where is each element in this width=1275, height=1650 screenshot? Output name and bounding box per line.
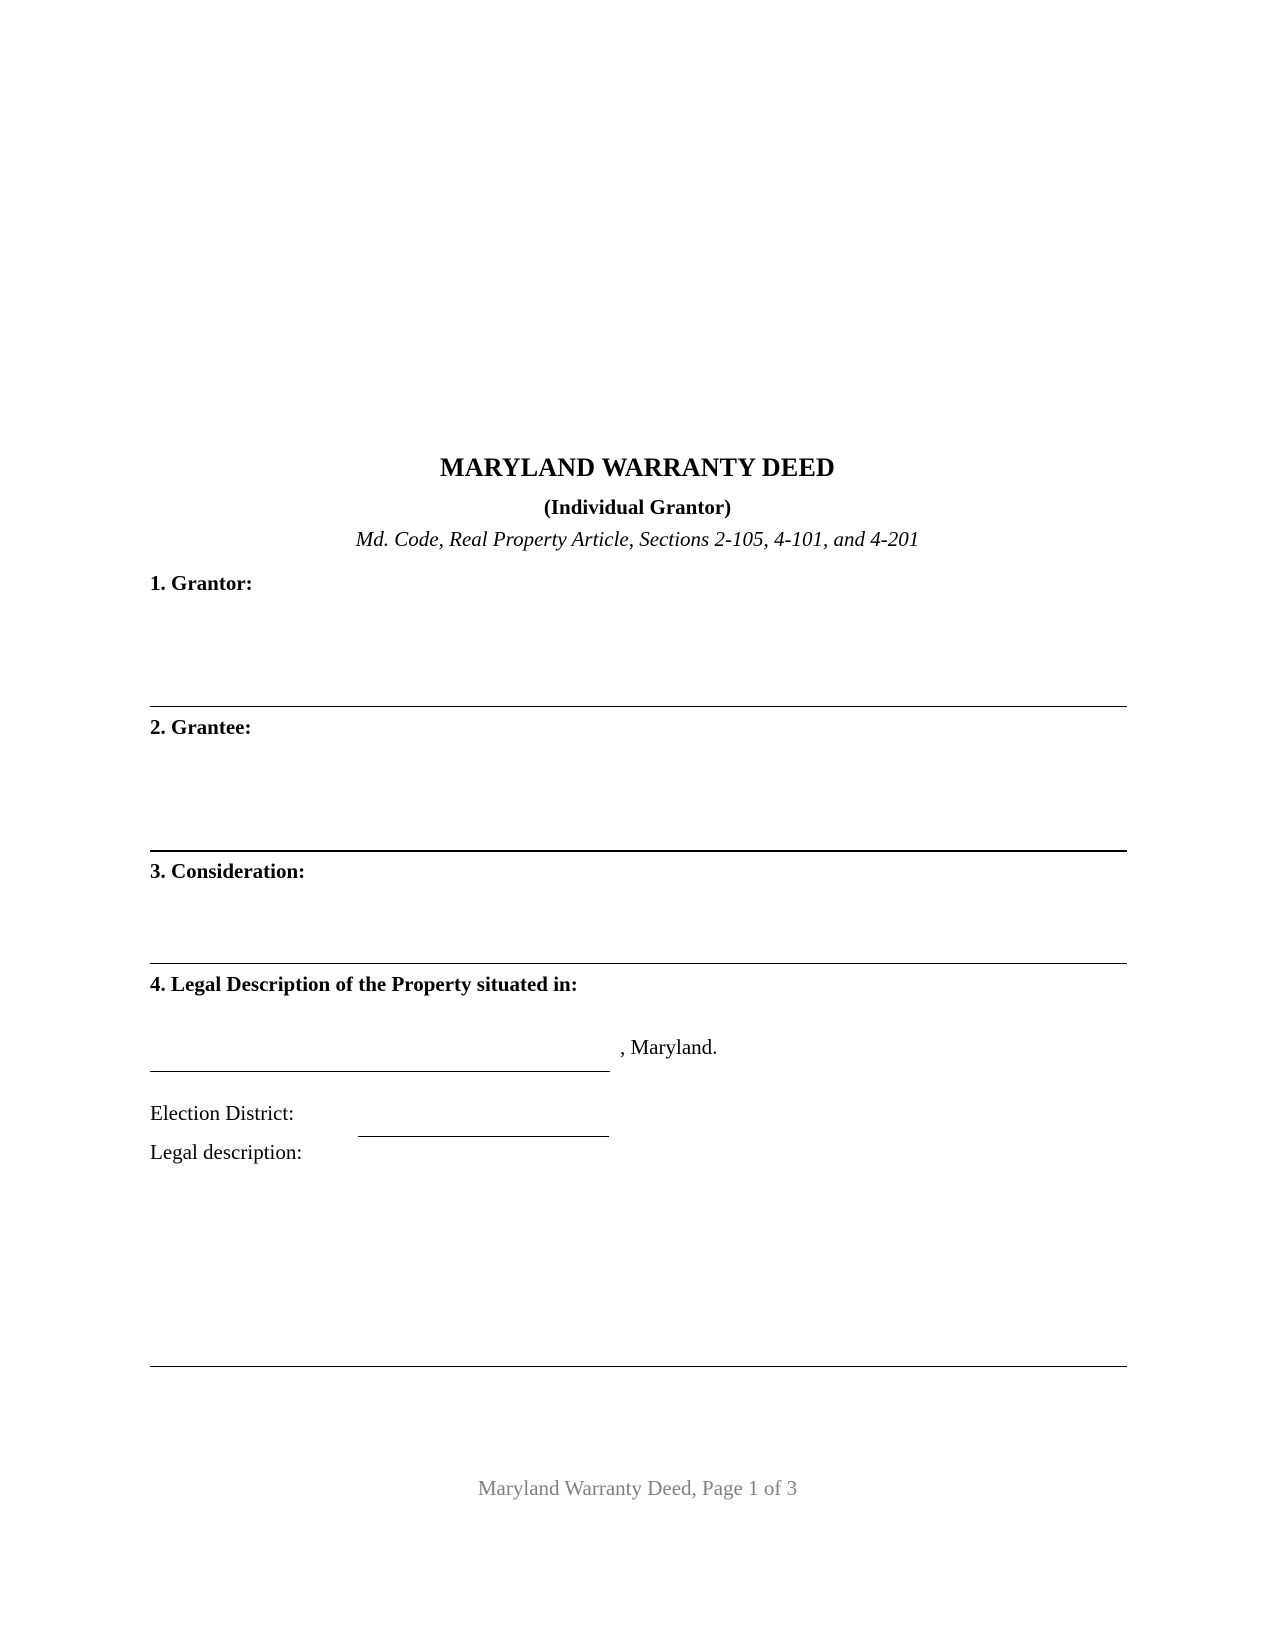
page-footer: Maryland Warranty Deed, Page 1 of 3 (477, 1476, 798, 1500)
grantee-line[interactable] (150, 850, 1127, 852)
grantor-heading: 1. Grantor: (150, 571, 253, 595)
election-district-label: Election District: (150, 1101, 295, 1125)
grantor-line[interactable] (150, 706, 1127, 707)
election-district-line[interactable] (358, 1136, 609, 1137)
legal-description-line[interactable] (150, 1366, 1127, 1367)
consideration-heading: 3. Consideration: (150, 859, 306, 883)
grantee-heading: 2. Grantee: (150, 715, 252, 739)
document-title: MARYLAND WARRANTY DEED (440, 453, 835, 482)
document-subtitle: (Individual Grantor) (543, 495, 732, 519)
legal-description-label: Legal description: (150, 1140, 303, 1164)
county-line[interactable] (150, 1071, 610, 1072)
legal-description-heading: 4. Legal Description of the Property situated in: (150, 972, 578, 996)
statute-citation: Md. Code, Real Property Article, Sections 2-105, 4-101, and 4-201 (355, 527, 920, 551)
consideration-line[interactable] (150, 963, 1127, 964)
county-suffix: , Maryland. (620, 1035, 718, 1059)
